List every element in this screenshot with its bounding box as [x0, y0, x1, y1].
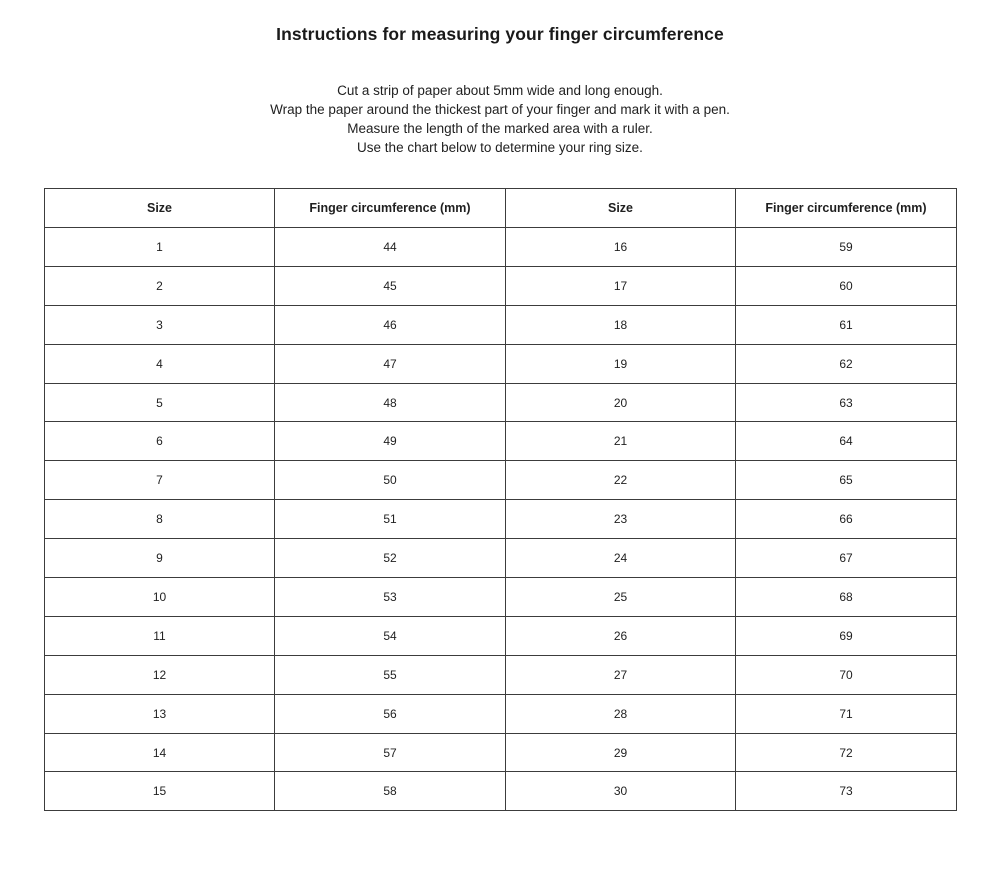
table-cell: 12 [45, 655, 275, 694]
table-cell: 69 [736, 616, 957, 655]
table-cell: 16 [506, 228, 736, 267]
table-cell: 51 [275, 500, 506, 539]
table-cell: 56 [275, 694, 506, 733]
instruction-line: Use the chart below to determine your ring size. [357, 140, 643, 155]
table-cell: 44 [275, 228, 506, 267]
table-cell: 28 [506, 694, 736, 733]
table-cell: 67 [736, 539, 957, 578]
table-row [45, 383, 957, 422]
ring-size-table [44, 188, 957, 811]
page-title: Instructions for measuring your finger circumference [276, 24, 724, 44]
table-cell: 25 [506, 578, 736, 617]
table-cell: 48 [275, 383, 506, 422]
table-cell: 57 [275, 733, 506, 772]
table-header-row [45, 189, 957, 228]
table-cell: 58 [275, 772, 506, 811]
table-row [45, 694, 957, 733]
table-cell: 60 [736, 266, 957, 305]
table-row [45, 228, 957, 267]
table-cell: 11 [45, 616, 275, 655]
table-cell: 22 [506, 461, 736, 500]
table-cell: 63 [736, 383, 957, 422]
table-cell: 2 [45, 266, 275, 305]
table-cell: 47 [275, 344, 506, 383]
instruction-line: Cut a strip of paper about 5mm wide and long enough. [337, 83, 663, 98]
table-cell: 70 [736, 655, 957, 694]
table-cell: 53 [275, 578, 506, 617]
table-row [45, 422, 957, 461]
table-cell: 73 [736, 772, 957, 811]
table-row [45, 461, 957, 500]
table-row [45, 305, 957, 344]
table-cell: 19 [506, 344, 736, 383]
table-cell: 65 [736, 461, 957, 500]
instruction-line: Measure the length of the marked area with a ruler. [347, 121, 653, 136]
table-cell: 50 [275, 461, 506, 500]
table-cell: 17 [506, 266, 736, 305]
table-cell: 55 [275, 655, 506, 694]
table-cell: 52 [275, 539, 506, 578]
table-row [45, 733, 957, 772]
table-row [45, 655, 957, 694]
table-cell: 15 [45, 772, 275, 811]
table-cell: 72 [736, 733, 957, 772]
table-row [45, 772, 957, 811]
table-cell: 3 [45, 305, 275, 344]
table-cell: 10 [45, 578, 275, 617]
table-cell: 49 [275, 422, 506, 461]
table-cell: 62 [736, 344, 957, 383]
table-row [45, 500, 957, 539]
table-cell: 66 [736, 500, 957, 539]
table-row [45, 578, 957, 617]
instruction-line: Wrap the paper around the thickest part of your finger and mark it with a pen. [270, 102, 730, 117]
table-cell: 9 [45, 539, 275, 578]
table-cell: 68 [736, 578, 957, 617]
table-cell: 59 [736, 228, 957, 267]
table-cell: 4 [45, 344, 275, 383]
header-circumference-left: Finger circumference (mm) [275, 189, 506, 228]
table-cell: 21 [506, 422, 736, 461]
table-cell: 27 [506, 655, 736, 694]
header-size-right: Size [506, 189, 736, 228]
table-cell: 14 [45, 733, 275, 772]
table-cell: 7 [45, 461, 275, 500]
table-cell: 29 [506, 733, 736, 772]
table-cell: 24 [506, 539, 736, 578]
table-cell: 1 [45, 228, 275, 267]
table-cell: 18 [506, 305, 736, 344]
table-cell: 46 [275, 305, 506, 344]
table-cell: 71 [736, 694, 957, 733]
table-cell: 20 [506, 383, 736, 422]
table-cell: 8 [45, 500, 275, 539]
table-cell: 61 [736, 305, 957, 344]
table-row [45, 539, 957, 578]
table-cell: 13 [45, 694, 275, 733]
table-body [45, 228, 957, 811]
table-cell: 45 [275, 266, 506, 305]
table-cell: 26 [506, 616, 736, 655]
table-row [45, 344, 957, 383]
table-cell: 54 [275, 616, 506, 655]
table-cell: 64 [736, 422, 957, 461]
table-cell: 6 [45, 422, 275, 461]
table-row [45, 266, 957, 305]
header-size-left: Size [45, 189, 275, 228]
table-cell: 5 [45, 383, 275, 422]
table-cell: 30 [506, 772, 736, 811]
table-row [45, 616, 957, 655]
instructions-block [0, 81, 1000, 157]
header-circumference-right: Finger circumference (mm) [736, 189, 957, 228]
table-cell: 23 [506, 500, 736, 539]
